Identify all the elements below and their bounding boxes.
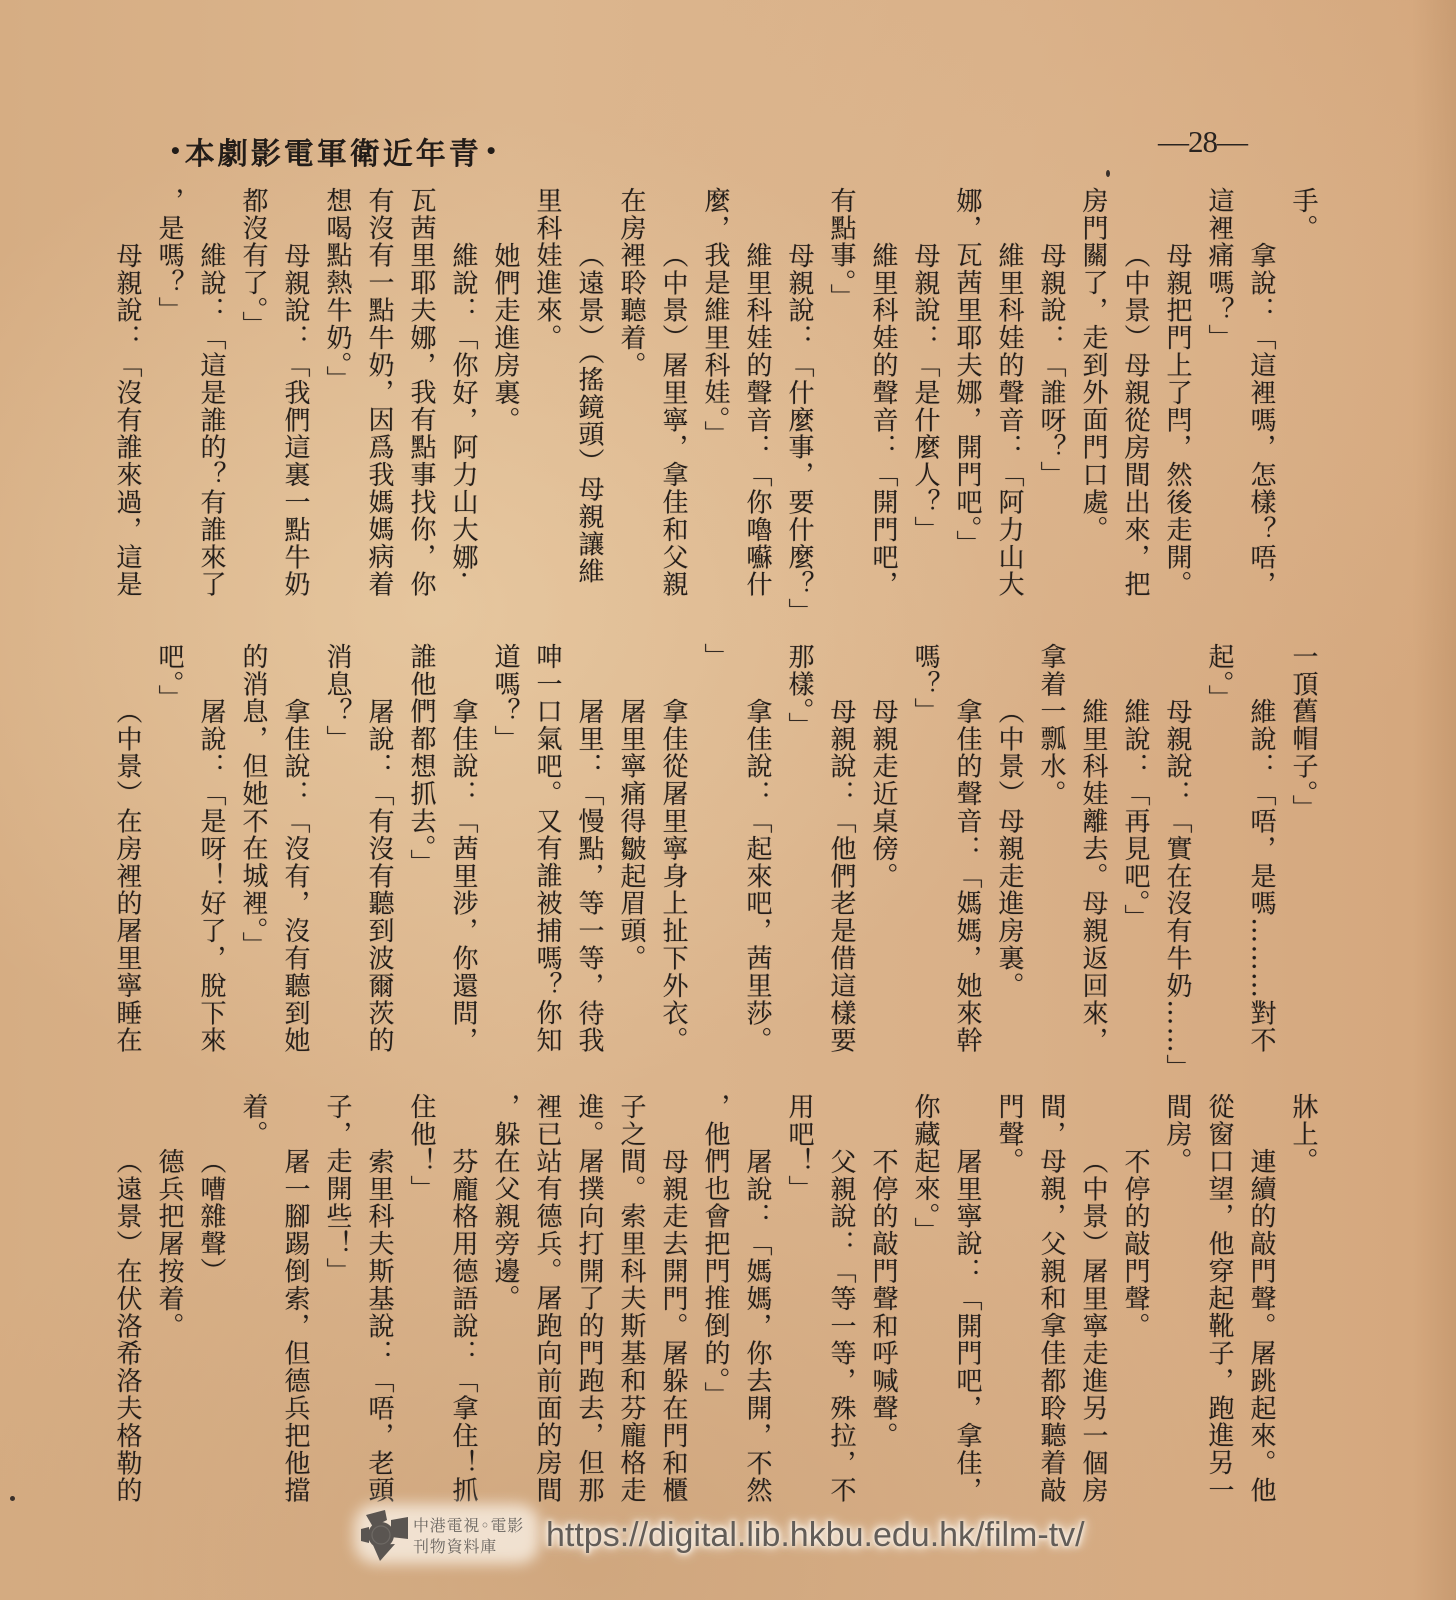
- text-column: 維說：「再見吧。」: [1120, 697, 1150, 932]
- text-column: 都沒有了。」: [238, 187, 268, 339]
- text-column: 誰他們都想抓去。」: [406, 643, 436, 877]
- text-column: 屠一腳踢倒索，但德兵把他擋: [280, 1147, 310, 1504]
- text-column: 拿佳說：「沒有，沒有聽到她: [280, 697, 310, 1054]
- text-column: 進。屠撲向打開了的門跑去，但那: [574, 1093, 604, 1504]
- text-column: 用吧！」: [784, 1093, 814, 1203]
- text-column: 母親說：「是什麼人？」: [910, 241, 940, 544]
- text-column: 維說：「這是誰的？有誰來了: [196, 241, 226, 598]
- text-column: （中景）屠里寧，拿佳和父親: [658, 241, 688, 598]
- text-column: 麼，我是維里科娃。」: [700, 187, 730, 448]
- text-column: 屠里：「慢點，等一等，待我: [574, 697, 604, 1054]
- text-column: 間，母親，父親和拿佳都聆聽着敲: [1036, 1093, 1066, 1504]
- text-column: 門聲。: [994, 1093, 1024, 1176]
- text-column: 索里科夫斯基說：「唔，老頭: [364, 1147, 394, 1504]
- watermark-line2: 刊物資料庫: [413, 1537, 498, 1556]
- text-column: 這裡痛嗎？」: [1204, 187, 1234, 352]
- text-column: 拿佳從屠里寧身上扯下外衣。: [658, 697, 688, 1054]
- film-light-icon: [360, 1508, 410, 1562]
- text-column: 手。: [1288, 187, 1318, 242]
- text-column: 子之間。索里科夫斯基和芬龐格走: [616, 1093, 646, 1504]
- text-column: 瓦茜里耶夫娜，我有點事找你，你: [406, 187, 436, 598]
- paper-speck: [10, 1496, 15, 1501]
- text-column: 嗎？」: [910, 643, 940, 726]
- text-column: 維說：「你好，阿力山大娜·: [448, 241, 478, 581]
- text-column: 里科娃進來。: [532, 187, 562, 352]
- text-tier-top: [106, 187, 1324, 627]
- text-column: 維說：「唔，是嗎………對不: [1246, 697, 1276, 1054]
- header-bullet-left: •: [169, 139, 182, 163]
- watermark-url: https://digital.lib.hkbu.edu.hk/film-tv/: [546, 1516, 1085, 1554]
- running-header: [166, 131, 501, 171]
- page-number: —28—: [1158, 124, 1247, 159]
- header-title: 青年近衛軍電影劇本: [184, 137, 482, 172]
- text-column: 道嗎？」: [490, 643, 520, 753]
- text-column: 呻一口氣吧。又有誰被捕嗎？你知: [532, 643, 562, 1054]
- text-column: 屠里寧說：「開門吧，拿佳，: [952, 1147, 982, 1504]
- text-column: 拿說：「這裡嗎，怎樣？唔，: [1246, 241, 1276, 598]
- text-column: 母親說：「沒有誰來過，這是: [112, 241, 142, 598]
- text-column: 維里科娃的聲音：「開門吧，: [868, 241, 898, 598]
- text-column: 連續的敲門聲。屠跳起來。他: [1246, 1147, 1276, 1504]
- text-column: 從窗口望，他穿起靴子，跑進另一: [1204, 1093, 1234, 1504]
- text-column: 有點事。」: [826, 187, 856, 311]
- text-tier-bottom: [106, 1093, 1324, 1533]
- text-column: 德兵把屠按着。: [154, 1147, 184, 1340]
- text-column: （中景）母親從房間出來，把: [1120, 241, 1150, 598]
- text-column: 子，走開些！」: [322, 1093, 352, 1285]
- archive-watermark: [350, 1500, 1110, 1568]
- text-column: 維里科娃的聲音：「阿力山大: [994, 241, 1024, 598]
- text-column: 母親走去開門。屠躲在門和櫃: [658, 1147, 688, 1504]
- text-column: 拿佳說：「起來吧，茜里莎。: [742, 697, 772, 1054]
- text-column: 芬龐格用德語說：「拿住！抓: [448, 1147, 478, 1504]
- text-column: 屠說：「有沒有聽到波爾茨的: [364, 697, 394, 1054]
- text-column: 母親說：「他們老是借這樣要: [826, 697, 856, 1054]
- text-column: 母親說：「實在沒有牛奶……」: [1162, 697, 1192, 1082]
- text-column: （嘈雜聲）: [196, 1147, 226, 1285]
- text-column: 房門關了，走到外面門口處。: [1078, 187, 1108, 544]
- text-column: 屠說：「媽媽，你去開，不然: [742, 1147, 772, 1504]
- text-column: （遠景）（搖鏡頭）母親讓維: [574, 241, 604, 585]
- text-column: ，躲在父親旁邊。: [490, 1093, 520, 1313]
- text-column: 拿佳的聲音：「媽媽，她來幹: [952, 697, 982, 1054]
- text-column: 她們走進房裏。: [490, 241, 520, 434]
- text-column: 着。: [238, 1093, 268, 1148]
- text-column: 母親走近桌傍。: [868, 697, 898, 890]
- text-column: 住他！」: [406, 1093, 436, 1203]
- text-column: 母親說：「什麼事，要什麼？」: [784, 241, 814, 626]
- text-column: 拿着一瓢水。: [1036, 643, 1066, 808]
- text-column: 娜，瓦茜里耶夫娜，開門吧。」: [952, 187, 982, 558]
- text-column: 屠里寧痛得皺起眉頭。: [616, 697, 646, 972]
- text-column: 母親說：「我們這裏一點牛奶: [280, 241, 310, 598]
- text-column: 牀上。: [1288, 1093, 1318, 1176]
- text-tier-middle: [106, 643, 1324, 1083]
- text-column: 在房裡聆聽着。: [616, 187, 646, 379]
- text-column: 吧。」: [154, 643, 184, 713]
- text-column: （遠景）在伏洛希洛夫格勒的: [112, 1147, 142, 1504]
- text-column: 母親把門上了閂，然後走開。: [1162, 241, 1192, 598]
- text-column: 屠說：「是呀！好了，脫下來: [196, 697, 226, 1054]
- text-column: ，是嗎？」: [154, 187, 184, 324]
- text-column: 起。」: [1204, 643, 1234, 713]
- text-column: （中景）在房裡的屠里寧睡在: [112, 697, 142, 1054]
- text-column: 那樣。」: [784, 643, 814, 740]
- text-column: （中景）母親走進房裏。: [994, 697, 1024, 1000]
- text-column: 母親說：「誰呀？」: [1036, 241, 1066, 489]
- text-column: 你藏起來。」: [910, 1093, 940, 1245]
- text-column: 消息？」: [322, 643, 352, 753]
- header-bullet-right: •: [484, 139, 498, 163]
- text-column: 不停的敲門聲和呼喊聲。: [868, 1147, 898, 1450]
- text-column: 有沒有一點牛奶，因爲我媽媽病着: [364, 187, 394, 598]
- text-column: 間房。: [1162, 1093, 1192, 1176]
- text-column: 」: [700, 643, 730, 671]
- text-column: 裡已站有德兵。屠跑向前面的房間: [532, 1093, 562, 1504]
- text-column: 想喝點熱牛奶。」: [322, 187, 352, 394]
- text-column: 一頂舊帽子。」: [1288, 643, 1318, 822]
- text-column: 父親說：「等一等，殊拉，不: [826, 1147, 856, 1504]
- watermark-line1: 中港電視◦電影: [413, 1516, 525, 1535]
- text-column: （中景）屠里寧走進另一個房: [1078, 1147, 1108, 1504]
- text-column: 拿佳說：「茜里涉，你還問，: [448, 697, 478, 1054]
- text-column: 維里科娃離去。母親返回來，: [1078, 697, 1108, 1054]
- paper-speck: [1106, 170, 1110, 177]
- text-column: 不停的敲門聲。: [1120, 1147, 1150, 1340]
- text-column: ，他們也會把門推倒的。」: [700, 1093, 730, 1409]
- text-column: 的消息，但她不在城裡。」: [238, 643, 268, 959]
- text-column: 維里科娃的聲音：「你嚕囌什: [742, 241, 772, 598]
